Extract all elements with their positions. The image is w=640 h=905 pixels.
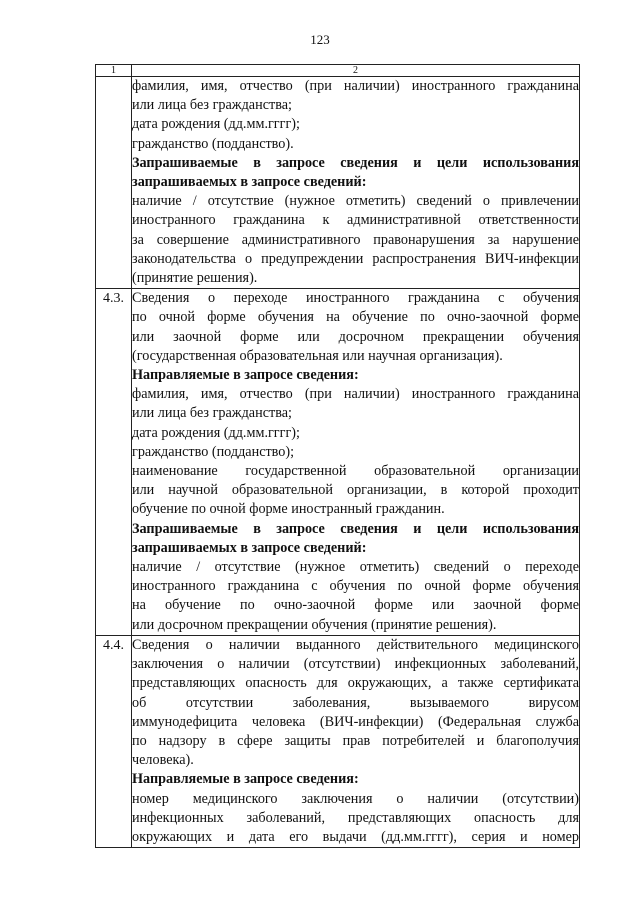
text-line: об отсутствии заболевания, вызываемого вирусом <box>132 694 579 711</box>
item-number <box>96 77 132 289</box>
text-line: обучение по очной форме иностранный гражданин. <box>132 501 445 518</box>
text-line: по надзору в сфере защиты прав потребителей и благополучия <box>132 732 579 749</box>
text-line: гражданство (подданство); <box>132 443 295 460</box>
table-row <box>96 635 580 847</box>
table-header-row <box>96 65 580 77</box>
text-line: окружающих и дата его выдачи (дд.мм.гггг), серия и номер <box>132 828 579 845</box>
bold-text-line: Направляемые в запросе сведения: <box>132 771 359 788</box>
text-line: наличие / отсутствие (нужное отметить) сведений о привлечении <box>132 193 579 210</box>
text-line: номер медицинского заключения о наличии (отсутствии) <box>132 790 579 807</box>
text-line: или лица без гражданства; <box>132 97 292 114</box>
text-line: человека). <box>132 752 194 769</box>
text-line: иностранного гражданина с обучения по очной форме обучения <box>132 578 579 595</box>
text-line: дата рождения (дд.мм.гггг); <box>132 116 300 133</box>
bold-text-line: Запрашиваемые в запросе сведения и цели использования <box>132 154 579 171</box>
text-line: или досрочном прекращении обучения (принятие решения). <box>132 616 497 633</box>
page-number: 123 <box>310 32 330 47</box>
column-header: 2 <box>132 65 580 77</box>
text-line: представляющих опасность для окружающих, а также сертификата <box>132 675 579 692</box>
text-line: законодательства о предупреждении распространения ВИЧ-инфекции <box>132 250 579 267</box>
text-line: фамилия, имя, отчество (при наличии) иностранного гражданина <box>132 386 579 403</box>
bold-text-line: запрашиваемых в запросе сведений: <box>132 174 367 191</box>
text-line: или лица без гражданства; <box>132 405 292 422</box>
text-line: или научной образовательной организации, в которой проходит <box>132 482 579 499</box>
bold-text-line: запрашиваемых в запросе сведений: <box>132 539 367 556</box>
item-content <box>132 635 580 847</box>
text-line: или заочной форме или досрочном прекращении обучения <box>132 328 579 345</box>
text-line: по очной форме обучения на обучение по очно-заочной форме <box>132 309 579 326</box>
table-row <box>96 77 580 289</box>
text-line: заключения о наличии (отсутствии) инфекционных заболеваний, <box>132 656 579 673</box>
document-table <box>95 64 580 848</box>
item-number: 4.4. <box>96 635 132 847</box>
bold-text-line: Запрашиваемые в запросе сведения и цели использования <box>132 520 579 537</box>
text-line: Сведения о переходе иностранного гражданина с обучения <box>132 290 579 307</box>
table-row <box>96 289 580 636</box>
text-line: гражданство (подданство). <box>132 135 294 152</box>
text-line: иностранного гражданина к административной ответственности <box>132 212 579 229</box>
text-line: (государственная образовательная или научная организация). <box>132 347 503 364</box>
text-line: (принятие решения). <box>132 270 258 287</box>
bold-text-line: Направляемые в запросе сведения: <box>132 367 359 384</box>
item-number: 4.3. <box>96 289 132 636</box>
text-line: за совершение административного правонарушения за нарушение <box>132 231 579 248</box>
text-line: на обучение по очно-заочной форме или заочной форме <box>132 597 579 614</box>
item-content <box>132 77 580 289</box>
column-header: 1 <box>96 65 132 77</box>
text-line: наименование государственной образовательной организации <box>132 463 579 480</box>
text-line: Сведения о наличии выданного действительного медицинского <box>132 636 579 653</box>
text-line: иммунодефицита человека (ВИЧ-инфекции) (Федеральная служба <box>132 713 579 730</box>
item-content <box>132 289 580 636</box>
text-line: дата рождения (дд.мм.гггг); <box>132 424 300 441</box>
text-line: фамилия, имя, отчество (при наличии) иностранного гражданина <box>132 78 579 94</box>
text-line: наличие / отсутствие (нужное отметить) сведений о переходе <box>132 559 579 576</box>
text-line: инфекционных заболеваний, представляющих опасность для <box>132 809 579 826</box>
